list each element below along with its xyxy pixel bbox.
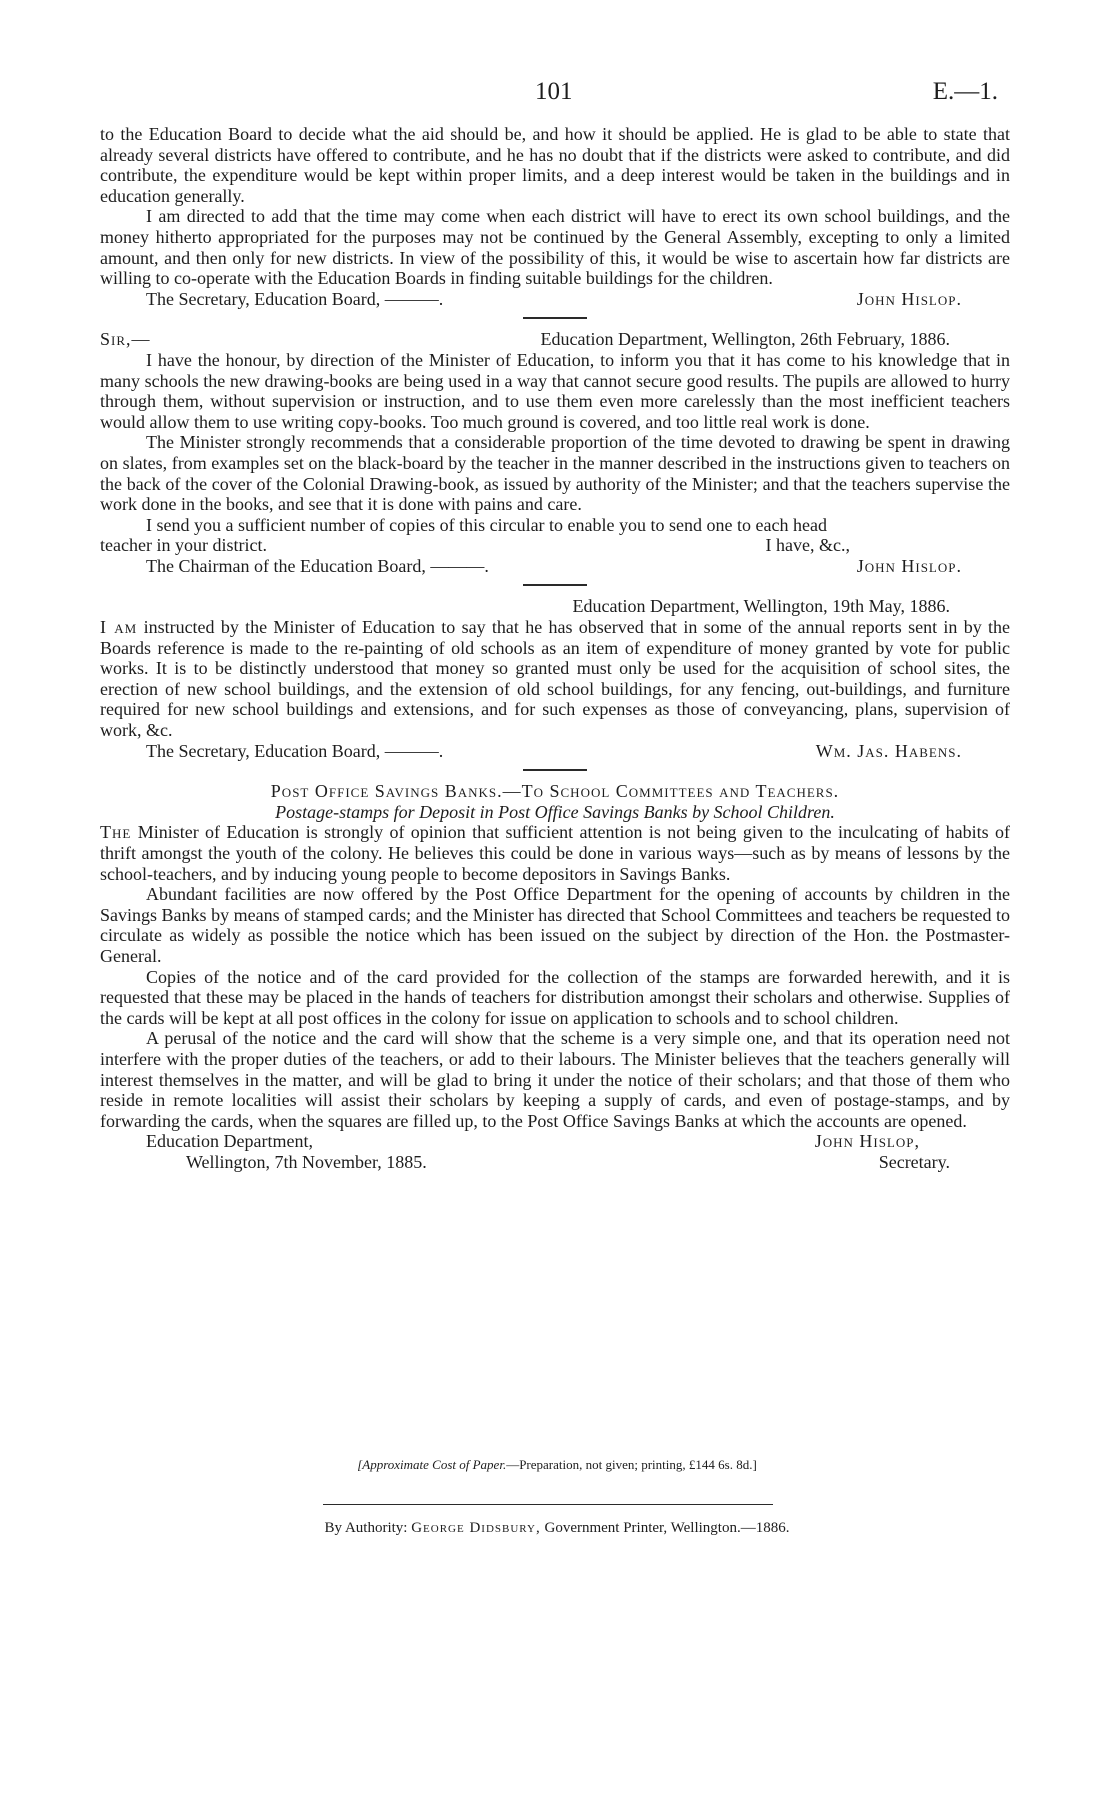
section-divider [523,584,587,586]
sign-date: Wellington, 7th November, 1885. [186,1151,427,1172]
section-divider [523,317,587,319]
signature-row [100,1131,1010,1152]
section-divider [523,769,587,771]
letter-drawing-books [100,329,1010,576]
signature: Wm. Jas. Habens. [815,740,962,761]
dateline: Education Department, Wellington, 19th May, 1886. [572,596,950,617]
dateline: Education Department, Wellington, 26th February, 1886. [540,329,950,350]
signature: John Hislop. [856,555,962,576]
printer-name: George Didsbury, [411,1520,541,1536]
paragraph: I have the honour, by direction of the Minister of Education, to inform you that it has come to his knowledge that in many schools the new drawing-books are being used in a way that cannot secure good results. The pupils are allowed to hurry through them, without supervision or instruction, and to use them even more carelessly than the most inefficient teachers would allow them to use writing copy-books. Too much ground is covered, and too little real work is done. [100,349,1010,432]
addressee: The Chairman of the Education Board, ———. [146,555,489,576]
paragraph: I am directed to add that the time may come when each district will have to erect its own school buildings, and the money hitherto appropriated for the purposes may not be continued by the General Assembly, excepting to only a limited amount, and then only for new districts. In view of the possibility of this, it would be wise to ascertain how far districts are willing to co-operate with the Education Boards in finding suitable buildings for the children. [100,206,1010,289]
cost-note [0,1457,1114,1473]
paragraph: I send you a sufficient number of copies of this circular to enable you to send one to each head [146,514,827,535]
dateline-row [100,329,1010,350]
body-text [100,124,1010,1173]
paragraph [100,822,1010,884]
paragraph: to the Education Board to decide what the aid should be, and how it should be applied. He is glad to be able to state that already several districts have offered to contribute, and he has no doubt that if the districts were asked to contribute, and did contribute, the expenditure would be kept within proper limits, and a deep interest would be taken in the buildings and in education generally. [100,124,1010,206]
section-subheading: Postage-stamps for Deposit in Post Office Savings Banks by School Children. [275,801,835,822]
signature: John Hislop. [856,288,962,309]
lead-word: The [100,822,132,843]
addressee: The Secretary, Education Board, ———. [146,740,444,761]
letter-public-works [100,596,1010,761]
imprint-lead: By Authority: [324,1520,408,1536]
printer-imprint [0,1520,1114,1537]
cost-text: —Preparation, not given; printing, £144 6s. 8d.] [506,1457,757,1472]
paragraph-text: Minister of Education is strongly of opinion that sufficient attention is not being given to the inculcating of habits of thrift amongst the youth of the colony. He believes this could be done in various ways—such as by means of lessons by the school-teachers, and by inducing young people to become depositors in Savings Banks. [100,822,1010,884]
imprint-tail: Government Printer, Wellington.—1886. [544,1520,790,1536]
sign-title: Secretary. [878,1151,950,1172]
closing-row [100,535,1010,556]
addressee-line [100,741,1010,762]
page-number: 101 [535,78,573,105]
signature-row [100,1152,1010,1173]
paragraph-text: instructed by the Minister of Education to say that he has observed that in some of the annual reports sent in by the Boards reference is made to the re-painting of old schools as an item of expenditure of money granted by vote for public works. It is to be distinctly understood that money so granted must only be used for the acquisition of school sites, the erection of new school buildings, and the extension of old school buildings, for any fencing, out-buildings, and furniture required for new school buildings and extensions, and for such expenses as those of conveyancing, plans, supervision of work, &c. [100,617,1010,741]
circular-savings-banks [100,781,1010,1172]
signature: John Hislop, [814,1131,920,1152]
cost-label: [Approximate Cost of Paper. [357,1457,507,1472]
paragraph [100,617,1010,741]
paragraph: Abundant facilities are now offered by the Post Office Department for the opening of accounts by children in the Savings Banks by means of stamped cards; and the Minister has directed that School Committees and teachers be requested to circulate as widely as possible the notice which has been issued on the subject by direction of the Hon. the Postmaster-General. [100,884,1010,966]
letter-school-buildings [100,124,1010,309]
page-header [0,72,1114,112]
paragraph: Copies of the notice and of the card provided for the collection of the stamps are forwarded herewith, and it is requested that these may be placed in the hands of teachers for distribution amongst their scholars and otherwise. Supplies of the cards will be kept at all post offices in the colony for issue on application to schools and to school children. [100,966,1010,1028]
paragraph: The Minister strongly recommends that a considerable proportion of the time devoted to drawing be spent in drawing on slates, from examples set on the black-board by the teacher in the manner described in the instructions given to teachers on the back of the cover of the Colonial Drawing-book, as issued by authority of the Minister; and that the teachers supervise the work done in the books, and see that it is done with pains and care. [100,432,1010,515]
salutation: Sir,— [100,329,151,350]
lead-word: I am [100,617,138,638]
paragraph-end: teacher in your district. [100,535,267,556]
closing: I have, &c., [765,535,850,556]
addressee-line [100,556,1010,577]
footer-divider [323,1504,773,1505]
addressee: The Secretary, Education Board, ———. [146,288,444,309]
section-heading: Post Office Savings Banks.—To School Committees and Teachers. [270,781,840,802]
addressee-line [100,289,1010,310]
sign-place: Education Department, [146,1131,313,1152]
paragraph: A perusal of the notice and the card will show that the scheme is a very simple one, and that its operation need not interfere with the proper duties of the teachers, or add to their labours. The Minister believes that the teachers generally will interest themselves in the matter, and will be glad to bring it under the notice of their scholars; and that those of them who reside in remote localities will assist their scholars by keeping a supply of cards, and even of postage-stamps, and by forwarding the cards, when the squares are filled up, to the Post Office Savings Banks at which the accounts are opened. [100,1028,1010,1131]
document-reference: E.—1. [932,78,998,105]
